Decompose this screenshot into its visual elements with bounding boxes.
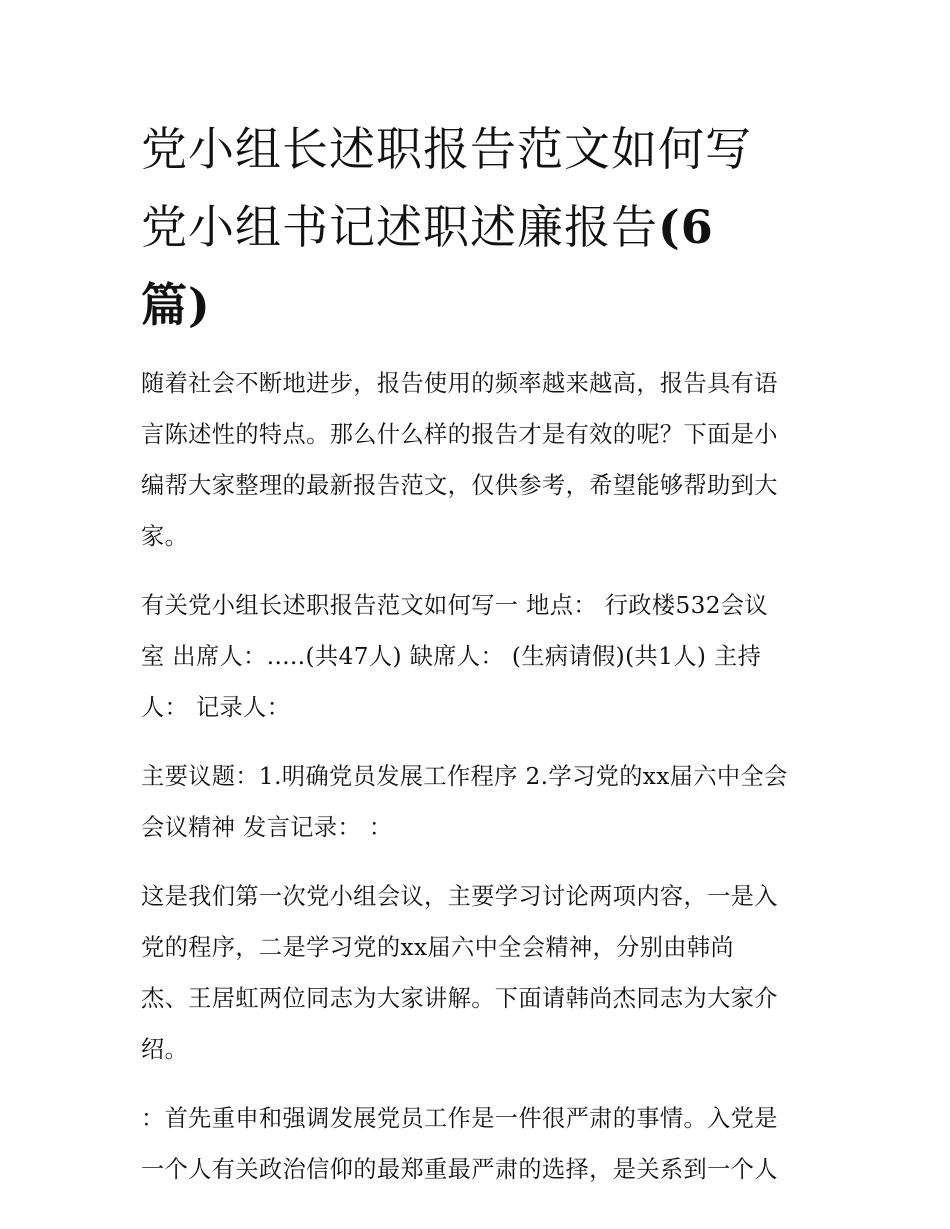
text-line: 室 出席人：.....(共47人) 缺席人： (生病请假)(共1人) 主持 xyxy=(141,643,762,670)
title-line-1: 党小组长述职报告范文如何写 xyxy=(141,122,752,176)
paragraph-speech xyxy=(141,1093,813,1195)
document-page xyxy=(141,110,813,1195)
text-line: 主要议题：1.明确党员发展工作程序 2.学习党的xx届六中全会 xyxy=(141,763,788,790)
text-line: 有关党小组长述职报告范文如何写一 地点： 行政楼532会议 xyxy=(141,592,769,619)
text-line: 言陈述性的特点。那么什么样的报告才是有效的呢？下面是小 xyxy=(141,421,778,448)
title-line-2-count: (6 xyxy=(658,200,714,254)
title-line-3: 篇) xyxy=(141,278,211,332)
title-line-2 xyxy=(141,188,813,266)
text-line: 一个人有关政治信仰的最郑重最严肃的选择，是关系到一个人 xyxy=(141,1156,778,1183)
text-line: 随着社会不断地进步，报告使用的频率越来越高，报告具有语 xyxy=(141,370,778,397)
text-line: 编帮大家整理的最新报告范文，仅供参考，希望能够帮助到大 xyxy=(141,472,778,499)
text-line: 绍。 xyxy=(141,1036,189,1063)
title-line-2-text: 党小组书记述职述廉报告 xyxy=(141,200,658,254)
text-line: 会议精神 发言记录： ： xyxy=(141,814,393,841)
text-line: 这是我们第一次党小组会议，主要学习讨论两项内容，一是入 xyxy=(141,883,778,910)
paragraph-opening xyxy=(141,871,813,1075)
paragraph-agenda xyxy=(141,751,813,853)
text-line: 杰、王居虹两位同志为大家讲解。下面请韩尚杰同志为大家介 xyxy=(141,985,778,1012)
paragraph-meeting-info xyxy=(141,580,813,733)
document-title xyxy=(141,110,813,344)
text-line: 人： 记录人： xyxy=(141,694,291,721)
text-line: 家。 xyxy=(141,523,189,550)
paragraph-intro xyxy=(141,358,813,562)
text-line: ：首先重申和强调发展党员工作是一件很严肃的事情。入党是 xyxy=(141,1105,778,1132)
text-line: 党的程序，二是学习党的xx届六中全会精神，分别由韩尚 xyxy=(141,934,735,961)
